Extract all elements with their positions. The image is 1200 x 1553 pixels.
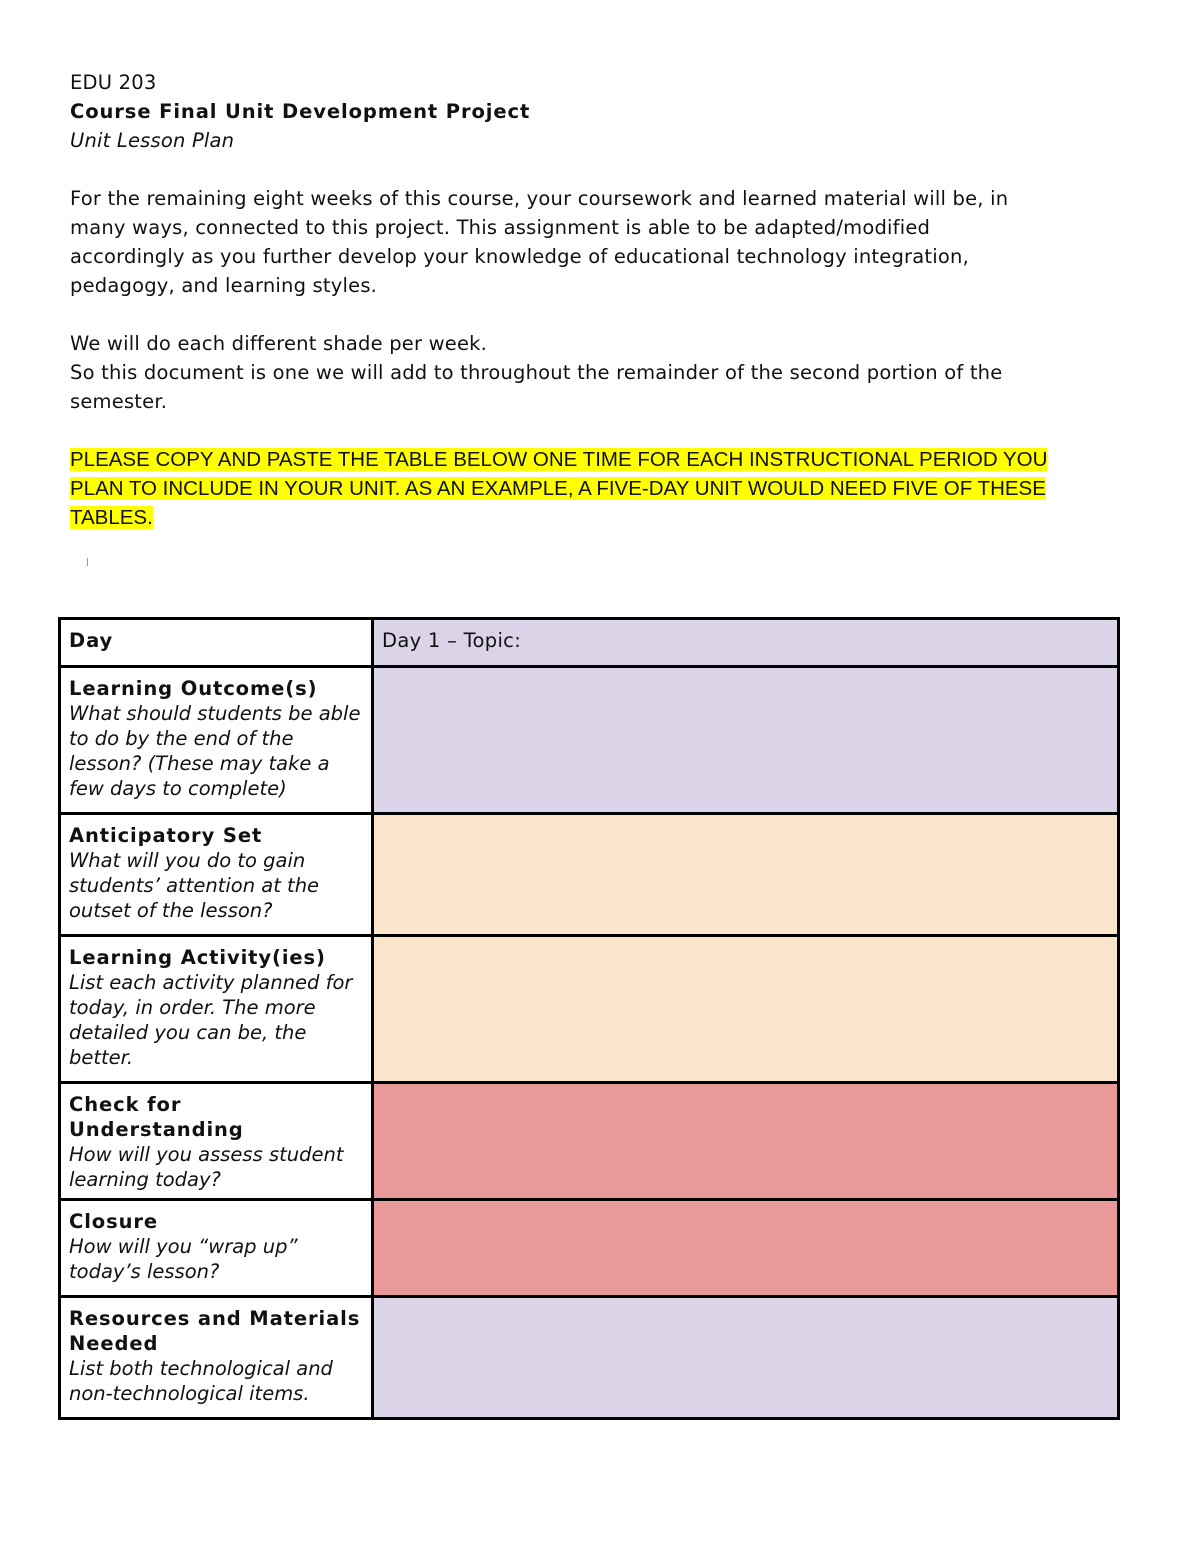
intro-line: So this document is one we will add to throughout the remainder of the second portion of the (70, 361, 1003, 384)
row-label: Day (69, 629, 114, 652)
notice-line: TABLES. (70, 506, 153, 529)
row-value-cell[interactable] (373, 667, 1119, 814)
row-value-cell[interactable] (373, 1083, 1119, 1200)
document-title: Course Final Unit Development Project (70, 100, 531, 123)
notice-line: PLAN TO INCLUDE IN YOUR UNIT. AS AN EXAMPLE, A FIVE-DAY UNIT WOULD NEED FIVE OF THESE (70, 477, 1046, 500)
table-row-resources (60, 1297, 1119, 1419)
row-label-cell (60, 667, 373, 814)
row-description: How will you assess student learning today? (69, 1143, 344, 1191)
table-row-check-for-understanding (60, 1083, 1119, 1200)
intro-line: semester. (70, 390, 168, 413)
table-row-learning-activities (60, 936, 1119, 1083)
row-value: Day 1 – Topic: (382, 629, 522, 652)
row-label-cell (60, 1200, 373, 1297)
row-value-cell[interactable] (373, 1297, 1119, 1419)
document-subtitle: Unit Lesson Plan (70, 129, 235, 152)
row-description: How will you “wrap up” today’s lesson? (69, 1235, 298, 1283)
table-row-anticipatory-set (60, 814, 1119, 936)
highlighted-notice (70, 445, 1130, 532)
document-body (70, 68, 1130, 532)
table-row-closure (60, 1200, 1119, 1297)
intro-line: accordingly as you further develop your knowledge of educational technology integration, (70, 245, 969, 268)
intro-line: many ways, connected to this project. This assignment is able to be adapted/modified (70, 216, 931, 239)
row-value-cell[interactable] (373, 814, 1119, 936)
table-row-learning-outcomes (60, 667, 1119, 814)
intro-line: For the remaining eight weeks of this course, your coursework and learned material will be, in (70, 187, 1009, 210)
notice-line: PLEASE COPY AND PASTE THE TABLE BELOW ONE TIME FOR EACH INSTRUCTIONAL PERIOD YOU (70, 448, 1048, 471)
row-label-cell (60, 1083, 373, 1200)
row-label-cell (60, 936, 373, 1083)
row-label: Resources and Materials Needed (69, 1307, 361, 1355)
lesson-plan-table (58, 617, 1120, 1420)
row-description: List each activity planned for today, in order. The more detailed you can be, the better. (69, 971, 353, 1069)
row-label: Learning Activity(ies) (69, 946, 326, 969)
row-value-cell[interactable] (373, 936, 1119, 1083)
row-label-cell (60, 619, 373, 667)
row-value-cell[interactable] (373, 1200, 1119, 1297)
row-description: List both technological and non-technological items. (69, 1357, 333, 1405)
row-label: Closure (69, 1210, 159, 1233)
intro-line: We will do each different shade per week. (70, 332, 488, 355)
intro-line: pedagogy, and learning styles. (70, 274, 378, 297)
row-value-cell[interactable] (373, 619, 1119, 667)
course-code: EDU 203 (70, 71, 157, 94)
row-label-cell (60, 1297, 373, 1419)
row-description: What should students be able to do by the end of the lesson? (These may take a few days to complete) (69, 702, 361, 800)
row-description: What will you do to gain students’ attention at the outset of the lesson? (69, 849, 320, 922)
cursor-mark (87, 558, 88, 566)
table-row-day (60, 619, 1119, 667)
row-label: Check for Understanding (69, 1093, 244, 1141)
row-label: Learning Outcome(s) (69, 677, 318, 700)
row-label-cell (60, 814, 373, 936)
row-label: Anticipatory Set (69, 824, 263, 847)
